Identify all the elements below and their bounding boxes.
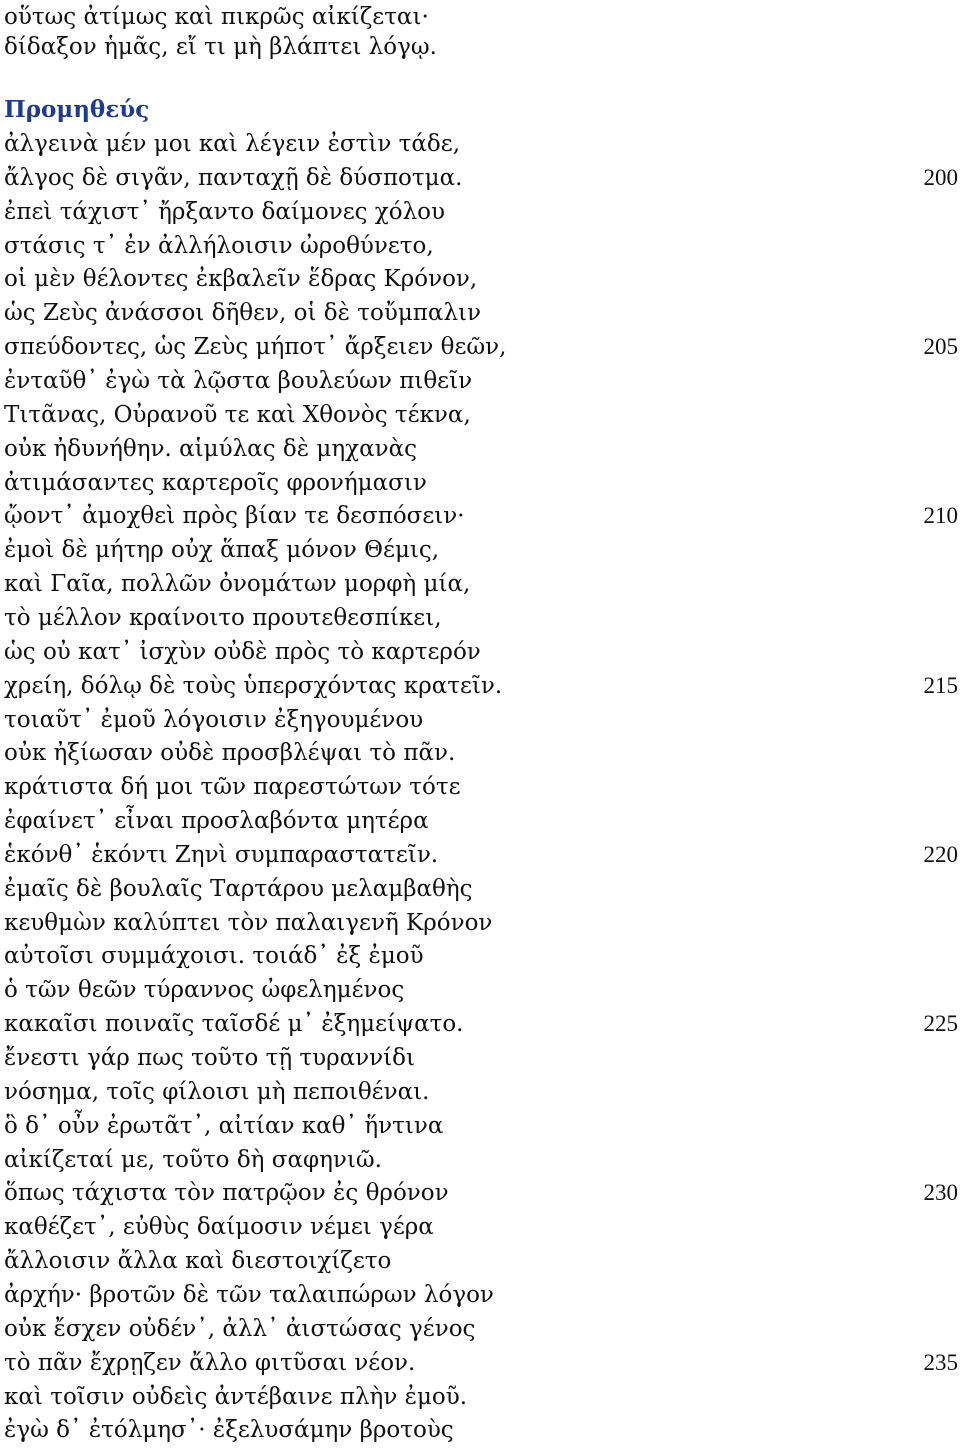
verse-line [0, 330, 960, 364]
verse-text: σπεύδοντες, ὡς Ζεὺς μήποτ᾽ ἄρξειεν θεῶν, [4, 334, 507, 361]
verse-line [0, 161, 960, 195]
verse-text: ἄλγος δὲ σιγᾶν, πανταχῇ δὲ δύσποτμα. [4, 164, 463, 191]
verse-line [0, 1143, 960, 1177]
verse-line [0, 1380, 960, 1414]
verse-line [0, 1176, 960, 1210]
verse-text: κράτιστα δή μοι τῶν παρεστώτων τότε [4, 774, 461, 801]
verse-text: κακαῖσι ποιναῖς ταῖσδέ μ᾽ ἐξημείψατο. [4, 1011, 464, 1038]
verse-text: Τιτᾶνας, Οὐρανοῦ τε καὶ Χθονὸς τέκνα, [4, 401, 471, 428]
line-text: οὕτως ἀτίμως καὶ πικρῶς αἰκίζεται· [4, 4, 429, 30]
intro-line [0, 30, 960, 64]
line-number: 220 [923, 841, 958, 867]
verse-line [0, 635, 960, 669]
verse-line [0, 127, 960, 161]
verse-line [0, 1075, 960, 1109]
verse-line [0, 1210, 960, 1244]
verse-text: ἐφαίνετ᾽ εἶναι προσλαβόντα μητέρα [4, 808, 429, 834]
line-number: 210 [923, 503, 958, 529]
speaker-name: Προμηθεύς [4, 96, 150, 123]
verse-line [0, 703, 960, 737]
verse-line [0, 296, 960, 330]
line-number: 205 [923, 334, 958, 360]
verse-text: ὃ δ᾽ οὖν ἐρωτᾶτ᾽, αἰτίαν καθ᾽ ἥντινα [4, 1112, 444, 1139]
line-number: 215 [923, 672, 958, 698]
verse-text: ὡς οὐ κατ᾽ ἰσχὺν οὐδὲ πρὸς τὸ καρτερόν [4, 638, 481, 665]
verse-text: ὁ τῶν θεῶν τύραννος ὠφελημένος [4, 977, 405, 1004]
verse-text: οὐκ ἠδυνήθην. αἱμύλας δὲ μηχανὰς [4, 435, 417, 462]
verse-text: νόσημα, τοῖς φίλοισι μὴ πεποιθέναι. [4, 1078, 430, 1105]
verse-text: ᾤοντ᾽ ἀμοχθεὶ πρὸς βίαν τε δεσπόσειν· [4, 503, 465, 530]
verse-text: οὐκ ἔσχεν οὐδέν᾽, ἀλλ᾽ ἀιστώσας γένος [4, 1315, 476, 1342]
verse-line [0, 466, 960, 500]
intro-line [0, 0, 960, 34]
verse-line [0, 1413, 960, 1447]
verse-text: αἰκίζεταί με, τοῦτο δὴ σαφηνιῶ. [4, 1146, 382, 1173]
line-number: 235 [923, 1349, 958, 1375]
verse-text: ἑκόνθ᾽ ἑκόντι Ζηνὶ συμπαραστατεῖν. [4, 841, 439, 868]
verse-text: ἀρχήν· βροτῶν δὲ τῶν ταλαιπώρων λόγον [4, 1281, 494, 1308]
verse-line [0, 364, 960, 398]
verse-text: ἐμοὶ δὲ μήτηρ οὐχ ἅπαξ μόνον Θέμις, [4, 537, 440, 564]
verse-line [0, 1041, 960, 1075]
verse-text: ἐπεὶ τάχιστ᾽ ἤρξαντο δαίμονες χόλου [4, 198, 445, 225]
verse-line [0, 872, 960, 906]
verse-text: ἀτιμάσαντες καρτεροῖς φρονήμασιν [4, 469, 427, 496]
verse-line [0, 567, 960, 601]
verse-line [0, 601, 960, 635]
verse-line [0, 1244, 960, 1278]
verse-line [0, 533, 960, 567]
verse-text: ὡς Ζεὺς ἀνάσσοι δῆθεν, οἱ δὲ τοὔμπαλιν [4, 300, 482, 327]
verse-line [0, 939, 960, 973]
verse-text: ὅπως τάχιστα τὸν πατρῷον ἐς θρόνον [4, 1180, 449, 1207]
verse-line [0, 262, 960, 296]
verse-text: ἐνταῦθ᾽ ἐγὼ τὰ λῷστα βουλεύων πιθεῖν [4, 368, 473, 394]
line-number: 200 [923, 164, 958, 190]
verse-line [0, 195, 960, 229]
verse-text: ἔνεστι γάρ πως τοῦτο τῇ τυραννίδι [4, 1045, 416, 1071]
verse-line [0, 770, 960, 804]
verse-line [0, 1109, 960, 1143]
verse-text: κευθμὼν καλύπτει τὸν παλαιγενῆ Κρόνον [4, 909, 493, 936]
verse-text: οἱ μὲν θέλοντες ἐκβαλεῖν ἕδρας Κρόνον, [4, 266, 478, 293]
verse-text: καθέζετ᾽, εὐθὺς δαίμοσιν νέμει γέρα [4, 1214, 434, 1241]
verse-text: τοιαῦτ᾽ ἐμοῦ λόγοισιν ἐξηγουμένου [4, 706, 424, 733]
verse-line [0, 973, 960, 1007]
verse-text: χρείη, δόλῳ δὲ τοὺς ὑπερσχόντας κρατεῖν. [4, 672, 503, 699]
verse-text: ἄλλοισιν ἄλλα καὶ διεστοιχίζετο [4, 1248, 392, 1274]
verse-line [0, 1278, 960, 1312]
verse-text: ἐγὼ δ᾽ ἐτόλμησ᾽· ἐξελυσάμην βροτοὺς [4, 1417, 454, 1444]
verse-line [0, 736, 960, 770]
verse-line [0, 499, 960, 533]
line-number: 230 [923, 1180, 958, 1206]
verse-text: στάσις τ᾽ ἐν ἀλλήλοισιν ὠροθύνετο, [4, 232, 434, 259]
verse-line [0, 398, 960, 432]
verse-text: αὐτοῖσι συμμάχοισι. τοιάδ᾽ ἐξ ἐμοῦ [4, 943, 424, 970]
verse-line [0, 906, 960, 940]
verse-line [0, 432, 960, 466]
verse-text: καὶ Γαῖα, πολλῶν ὀνομάτων μορφὴ μία, [4, 571, 471, 597]
verse-line [0, 1312, 960, 1346]
line-text: δίδαξον ἡμᾶς, εἴ τι μὴ βλάπτει λόγῳ. [4, 34, 437, 60]
verse-text: ἀλγεινὰ μέν μοι καὶ λέγειν ἐστὶν τάδε, [4, 131, 461, 157]
verse-line [0, 1007, 960, 1041]
verse-text: ἐμαῖς δὲ βουλαῖς Ταρτάρου μελαμβαθὴς [4, 875, 473, 902]
verse-text: τὸ μέλλον κραίνοιτο προυτεθεσπίκει, [4, 604, 442, 631]
verse-text: τὸ πᾶν ἔχρῃζεν ἄλλο φιτῦσαι νέον. [4, 1349, 416, 1376]
verse-text: οὐκ ἠξίωσαν οὐδὲ προσβλέψαι τὸ πᾶν. [4, 740, 456, 767]
verse-line [0, 229, 960, 263]
verse-line [0, 1346, 960, 1380]
verse-text: καὶ τοῖσιν οὐδεὶς ἀντέβαινε πλὴν ἐμοῦ. [4, 1383, 468, 1410]
verse-line [0, 669, 960, 703]
verse-line [0, 804, 960, 838]
line-number: 225 [923, 1011, 958, 1037]
verse-line [0, 838, 960, 872]
